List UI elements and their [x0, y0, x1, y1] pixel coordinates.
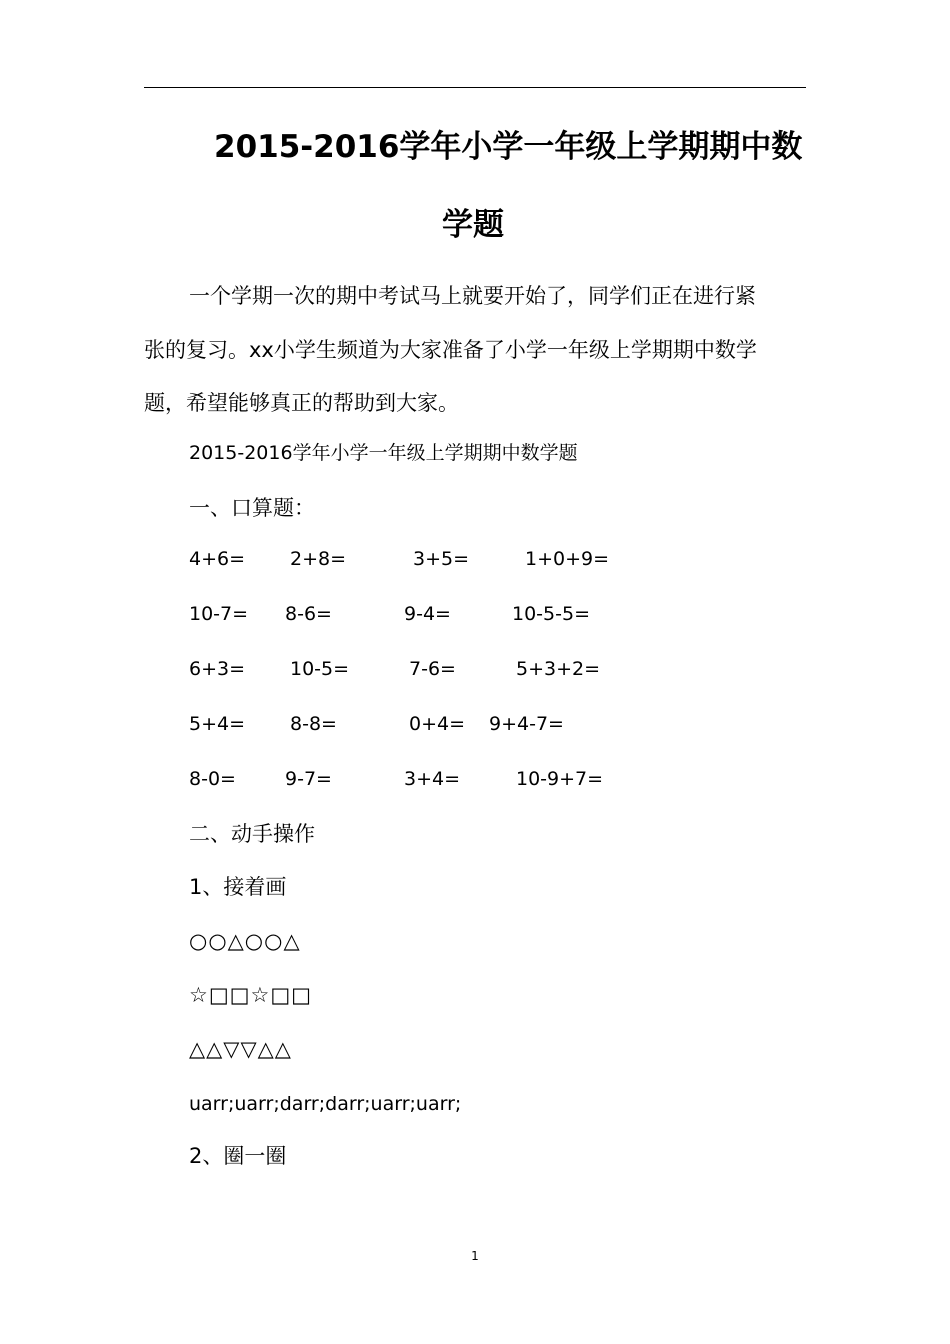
calc-item: 10-5-5= — [512, 603, 590, 625]
calc-row-2 — [0, 601, 950, 627]
section-2-sub-2: 2、圈一圈 — [189, 1144, 287, 1168]
calc-item: 10-9+7= — [516, 768, 604, 790]
calc-item: 9-7= — [285, 768, 332, 790]
calc-item: 8-6= — [285, 603, 332, 625]
subtitle: 2015-2016学年小学一年级上学期期中数学题 — [189, 442, 578, 464]
calc-item: 9+4-7= — [489, 713, 564, 735]
calc-item: 6+3= — [189, 658, 246, 680]
section-2-sub-1: 1、接着画 — [189, 875, 287, 899]
calc-item: 10-5= — [290, 658, 350, 680]
pattern-circles-triangles: ○○△○○△ — [189, 929, 301, 953]
calc-item: 2+8= — [290, 548, 347, 570]
calc-item: 7-6= — [409, 658, 456, 680]
calc-item: 10-7= — [189, 603, 249, 625]
pattern-triangles: △△▽▽△△ — [189, 1037, 292, 1061]
calc-item: 9-4= — [404, 603, 451, 625]
document-title-line-2: 学题 — [442, 207, 504, 243]
calc-item: 8-0= — [189, 768, 236, 790]
calc-item: 5+3+2= — [516, 658, 601, 680]
calc-row-4 — [0, 711, 950, 737]
calc-item: 3+5= — [413, 548, 470, 570]
intro-line-1: 一个学期一次的期中考试马上就要开始了，同学们正在进行紧 — [189, 284, 756, 308]
calc-item: 4+6= — [189, 548, 246, 570]
calc-item: 1+0+9= — [525, 548, 610, 570]
calc-row-5 — [0, 766, 950, 792]
section-2-heading: 二、动手操作 — [189, 822, 315, 846]
calc-row-3 — [0, 656, 950, 682]
page-number: 1 — [471, 1249, 479, 1263]
calc-item: 8-8= — [290, 713, 337, 735]
section-1-heading: 一、口算题： — [189, 496, 315, 520]
pattern-stars-squares: ☆□□☆□□ — [189, 983, 313, 1007]
intro-line-3: 题，希望能够真正的帮助到大家。 — [144, 391, 459, 415]
calc-item: 0+4= — [409, 713, 466, 735]
calc-item: 5+4= — [189, 713, 246, 735]
calc-row-1 — [0, 546, 950, 572]
pattern-arrows: uarr;uarr;darr;darr;uarr;uarr; — [189, 1093, 462, 1115]
document-title-line-1: 2015-2016学年小学一年级上学期期中数 — [214, 129, 803, 165]
intro-line-2: 张的复习。xx小学生频道为大家准备了小学一年级上学期期中数学 — [144, 338, 757, 362]
calc-item: 3+4= — [404, 768, 461, 790]
header-rule — [144, 87, 806, 88]
